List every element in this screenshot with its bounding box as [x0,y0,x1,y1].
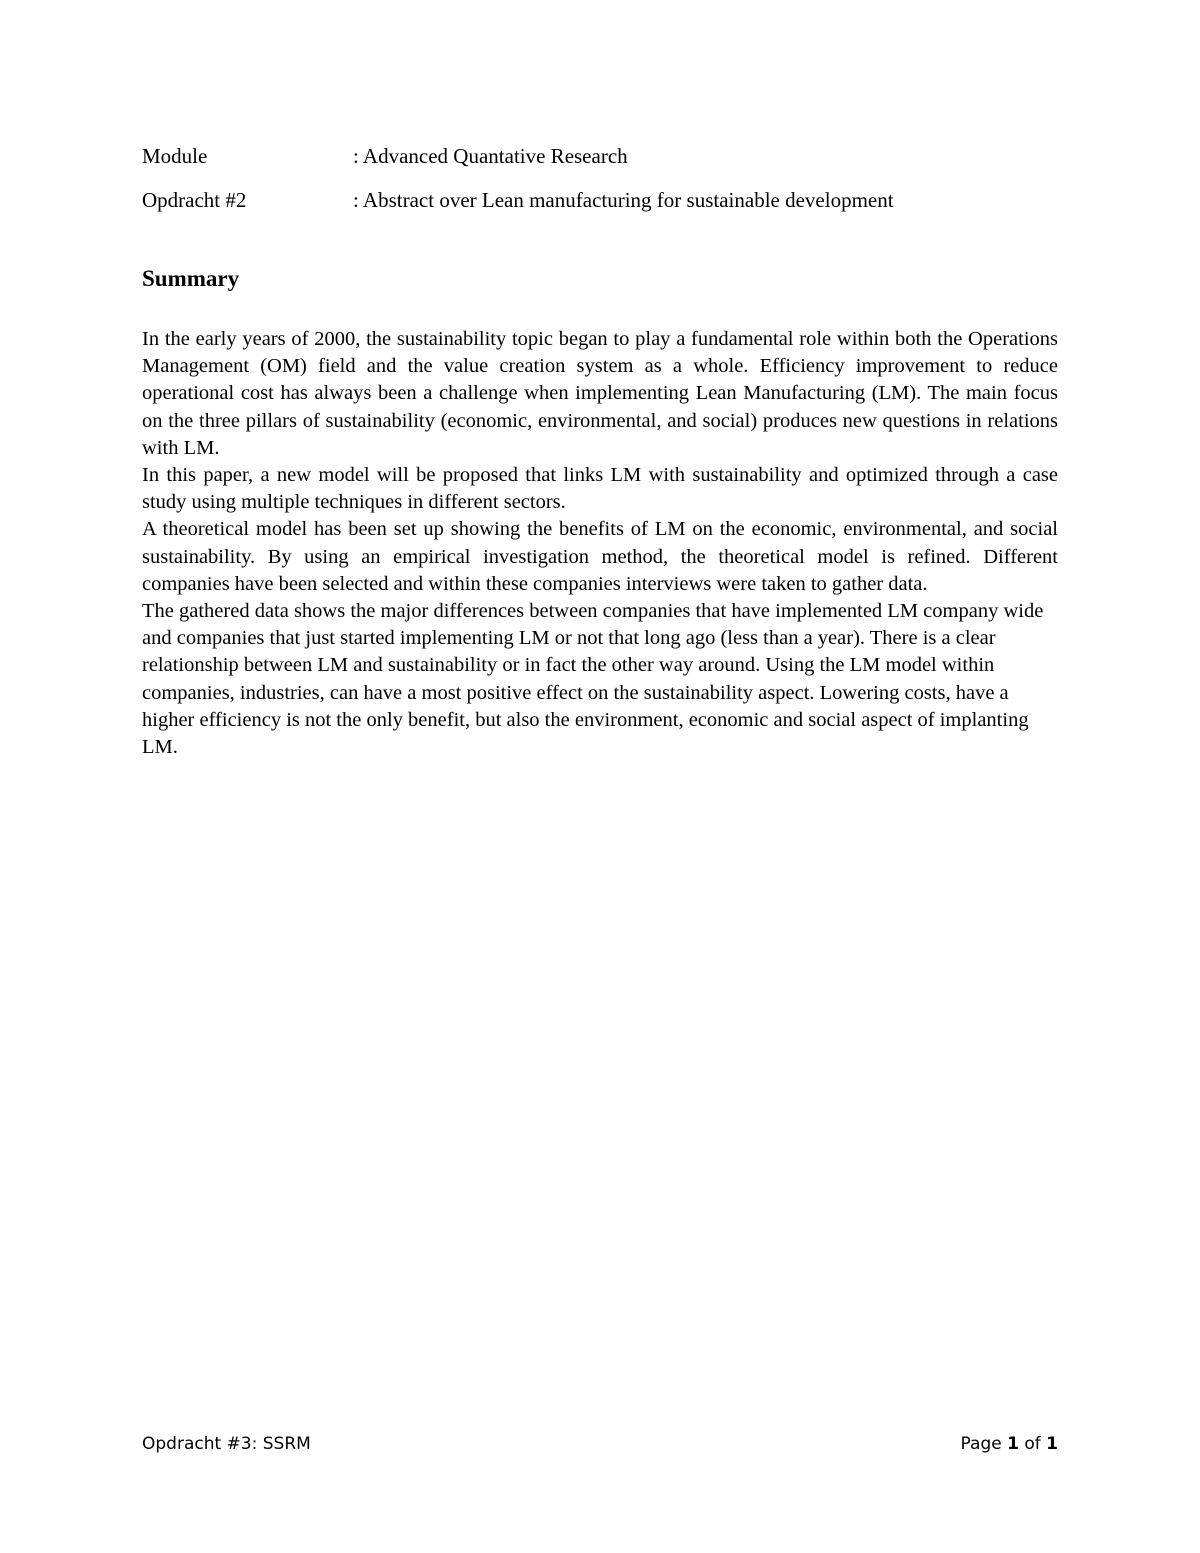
document-metadata [142,141,1058,229]
current-page-number: 1 [1007,1434,1019,1454]
page-counter [961,1430,1058,1458]
of-word: of [1024,1434,1041,1454]
module-label: Module [142,144,208,168]
summary-paragraph: The gathered data shows the major differences between companies that have implemented LM company wide and companies that just started implementing LM or not that long ago (less than a year). There is a clear relationship between LM and sustainability or in fact the other way around. Using the LM model within companies, industries, can have a most positive effect on the sustainability aspect. Lowering costs, have a higher efficiency is not the only benefit, but also the environment, economic and social aspect of implanting LM. [142,600,1044,759]
footer-assignment-label: Opdracht #3: SSRM [142,1434,311,1454]
summary-heading: Summary [142,266,240,291]
page-word: Page [960,1434,1002,1454]
page-footer [142,1430,1058,1458]
summary-paragraph: In this paper, a new model will be proposed that links LM with sustainability and optimized through a case study using multiple techniques in different sectors. [142,464,1058,514]
module-row [142,141,1058,171]
assignment-label: Opdracht #2 [142,188,247,212]
assignment-value: : Abstract over Lean manufacturing for sustainable development [353,188,894,212]
summary-paragraph: In the early years of 2000, the sustainability topic began to play a fundamental role within both the Operations Management (OM) field and the value creation system as a whole. Efficiency improvement to reduce operational cost has always been a challenge when implementing Lean Manufacturing (LM). The main focus on the three pillars of sustainability (economic, environmental, and social) produces new questions in relations with LM. [142,328,1058,459]
summary-body [142,326,1058,761]
summary-paragraph: A theoretical model has been set up showing the benefits of LM on the economic, environmental, and social sustainability. By using an empirical investigation method, the theoretical model is refined. Different companies have been selected and within these companies interviews were taken to gather data. [142,518,1058,595]
total-pages-number: 1 [1046,1434,1058,1454]
module-value: : Advanced Quantative Research [353,144,628,168]
assignment-row [142,185,1058,215]
